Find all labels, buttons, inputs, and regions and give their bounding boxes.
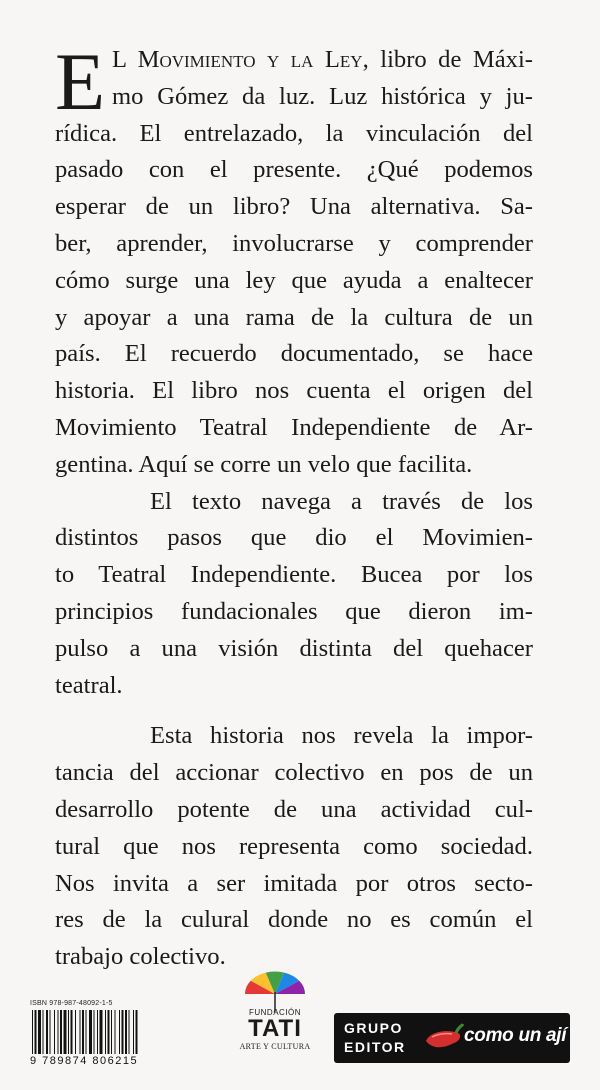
text-line: gentina. Aquí se corre un velo que facilita. [55, 450, 473, 478]
text-line: res de la culural donde no es común el [55, 906, 533, 934]
text-line: rídica. El entrelazado, la vinculación del [55, 119, 533, 147]
text-line: teatral. [55, 671, 123, 699]
book-title: L Movimiento y la Ley [112, 46, 363, 73]
text-line: Esta historia nos revela la impor- [150, 722, 533, 750]
isbn-barcode [30, 1000, 210, 1070]
text-line: ber, aprender, involucrarse y comprender [55, 229, 533, 257]
logo-tagline: ARTE Y CULTURA [239, 1042, 311, 1051]
barcode-icon [30, 1010, 200, 1054]
umbrella-icon [240, 970, 310, 1012]
cover-text [55, 36, 533, 976]
grupo-editor-logo [334, 1013, 570, 1063]
text-line: to Teatral Independiente. Bucea por los [55, 561, 533, 589]
text-line: mo Gómez da luz. Luz histórica y ju- [112, 82, 533, 110]
text-line: principios fundacionales que dieron im- [55, 597, 533, 625]
logo-line: EDITOR [344, 1039, 406, 1055]
logo-brand: como un ají [464, 1025, 567, 1046]
isbn-label: ISBN 978-987-48092-1-5 [30, 1000, 113, 1007]
text-line: El texto navega a través de los [150, 487, 533, 515]
paragraph-1 [55, 36, 533, 127]
logo-line: FUNDACIÓN [248, 1008, 302, 1017]
text-line: esperar de un libro? Una alternativa. Sa- [55, 193, 533, 221]
logo-name: TATI [248, 1015, 302, 1042]
chili-pepper-icon [422, 1021, 464, 1057]
text-fragment: , libro de Máxi- [362, 46, 533, 73]
isbn-digits: 9 789874 806215 [30, 1055, 139, 1067]
text-line: y apoyar a una rama de la cultura de un [55, 303, 533, 331]
text-line: tural que nos representa como sociedad. [55, 832, 533, 860]
dropcap-letter: E [55, 36, 106, 127]
fundacion-tati-logo [230, 970, 320, 1070]
text-line: trabajo colectivo. [55, 943, 226, 971]
text-line: cómo surge una ley que ayuda a enaltecer [55, 266, 533, 294]
text-line: historia. El libro nos cuenta el origen del [55, 377, 533, 405]
text-line: desarrollo potente de una actividad cul- [55, 795, 533, 823]
text-line: distintos pasos que dio el Movimien- [55, 524, 533, 552]
logo-line: GRUPO [344, 1020, 403, 1036]
text-line: pasado con el presente. ¿Qué podemos [55, 156, 533, 184]
text-line [55, 42, 533, 79]
text-line: Nos invita a ser imitada por otros secto- [55, 869, 533, 897]
text-line: país. El recuerdo documentado, se hace [55, 340, 533, 368]
text-line: pulso a una visión distinta del quehacer [55, 634, 533, 662]
text-line: Movimiento Teatral Independiente de Ar- [55, 413, 533, 441]
text-line: tancia del accionar colectivo en pos de un [55, 759, 533, 787]
